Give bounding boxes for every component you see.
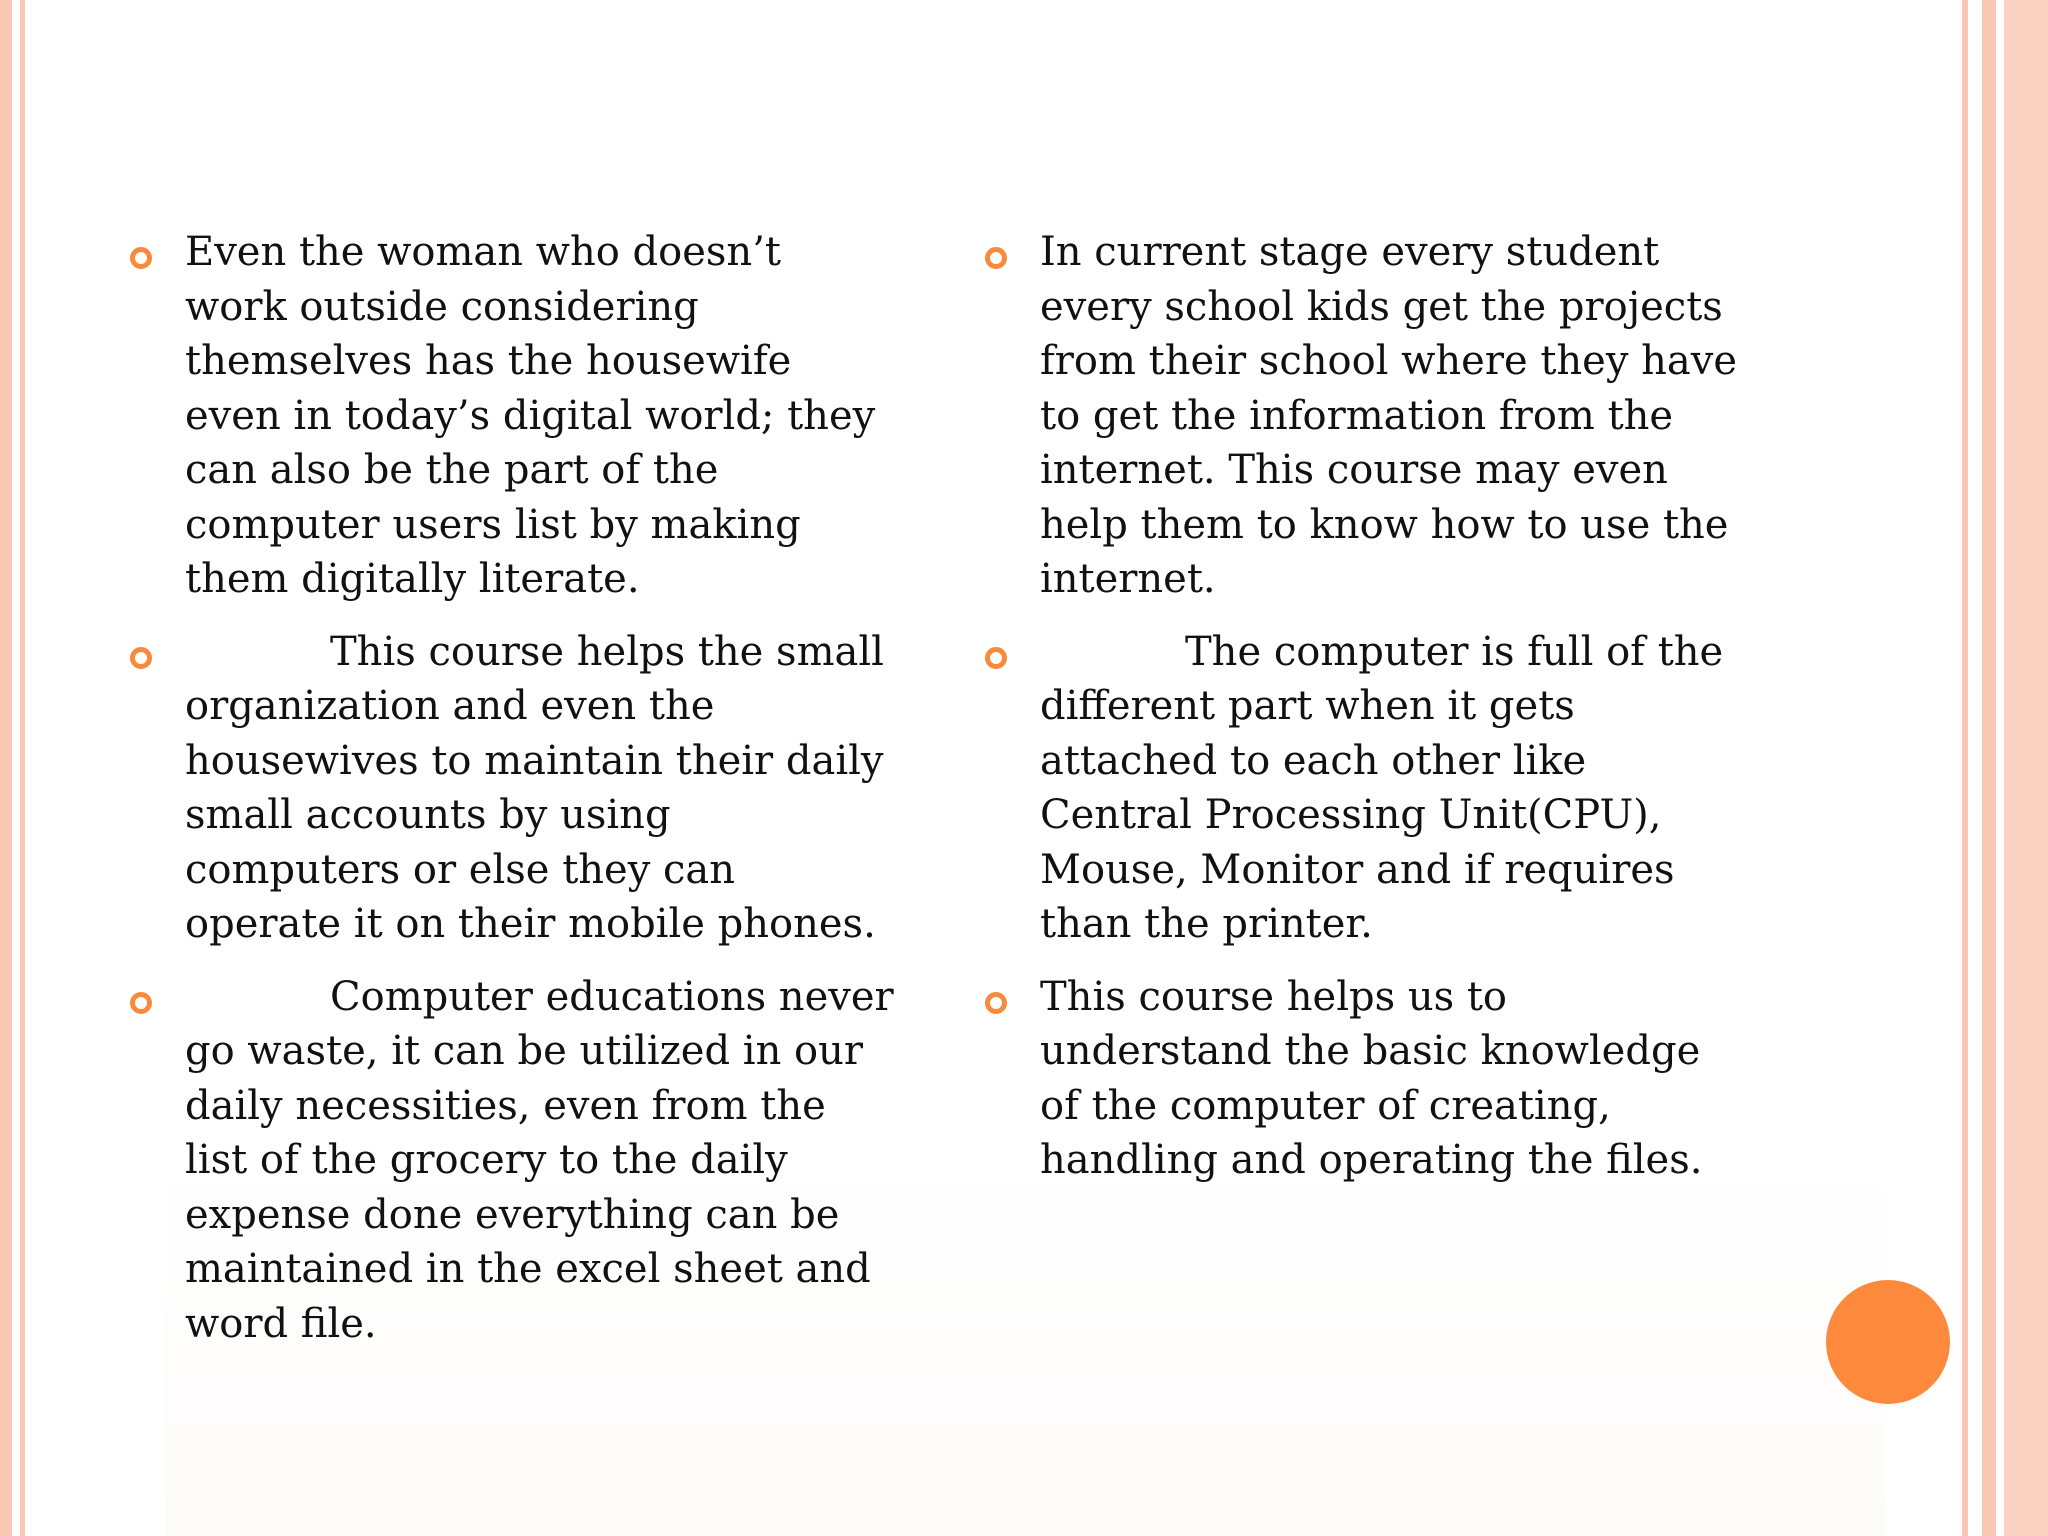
hollow-circle-bullet-icon — [985, 247, 1007, 269]
right-border-stripe-wide — [2004, 0, 2048, 1536]
left-border-stripe — [0, 0, 12, 1536]
bullet-text: Even the woman who doesn’t work outside considering themselves has the housewife even in today’s digital world; they can also be the part of the computer users list by making them digitally literate. — [185, 229, 888, 602]
bullet-item — [135, 625, 895, 952]
hollow-circle-bullet-icon — [130, 992, 152, 1014]
bullet-item — [990, 970, 1750, 1188]
bullet-item — [990, 225, 1750, 607]
bullet-text: In current stage every student every school kids get the projects from their school where they have to get the information from the internet. This course may even help them to know how to use the internet. — [1040, 229, 1750, 602]
left-column — [135, 225, 907, 1369]
bullet-text — [1040, 625, 1750, 952]
hollow-circle-bullet-icon — [985, 647, 1007, 669]
bullet-text — [185, 625, 895, 952]
bullet-text-content: The computer is full of the different part when it gets attached to each other like Central Processing Unit(CPU), Mouse, Monitor and if requires than the printer. — [1040, 628, 1736, 947]
orange-circle-decoration — [1826, 1280, 1950, 1404]
bullet-text-content: Computer educations never go waste, it can be utilized in our daily necessities, even from the list of the grocery to the daily expense done everything can be maintained in the excel sheet and word file. — [185, 973, 907, 1347]
hollow-circle-bullet-icon — [130, 647, 152, 669]
right-column — [990, 225, 1750, 1206]
hollow-circle-bullet-icon — [985, 992, 1007, 1014]
bullet-text: This course helps us to understand the basic knowledge of the computer of creating, handling and operating the files. — [1040, 973, 1713, 1183]
bullet-item — [990, 625, 1750, 952]
right-border-stripe — [1982, 0, 1996, 1536]
left-border-stripe-thin — [20, 0, 25, 1536]
bullet-item — [135, 970, 907, 1352]
hollow-circle-bullet-icon — [130, 247, 152, 269]
bullet-item — [135, 225, 895, 607]
bullet-text-content: This course helps the small organization and even the housewives to maintain their daily small accounts by using computers or else they can operate it on their mobile phones. — [185, 628, 897, 947]
right-border-stripe-thin — [1962, 0, 1968, 1536]
bullet-text — [185, 970, 907, 1352]
